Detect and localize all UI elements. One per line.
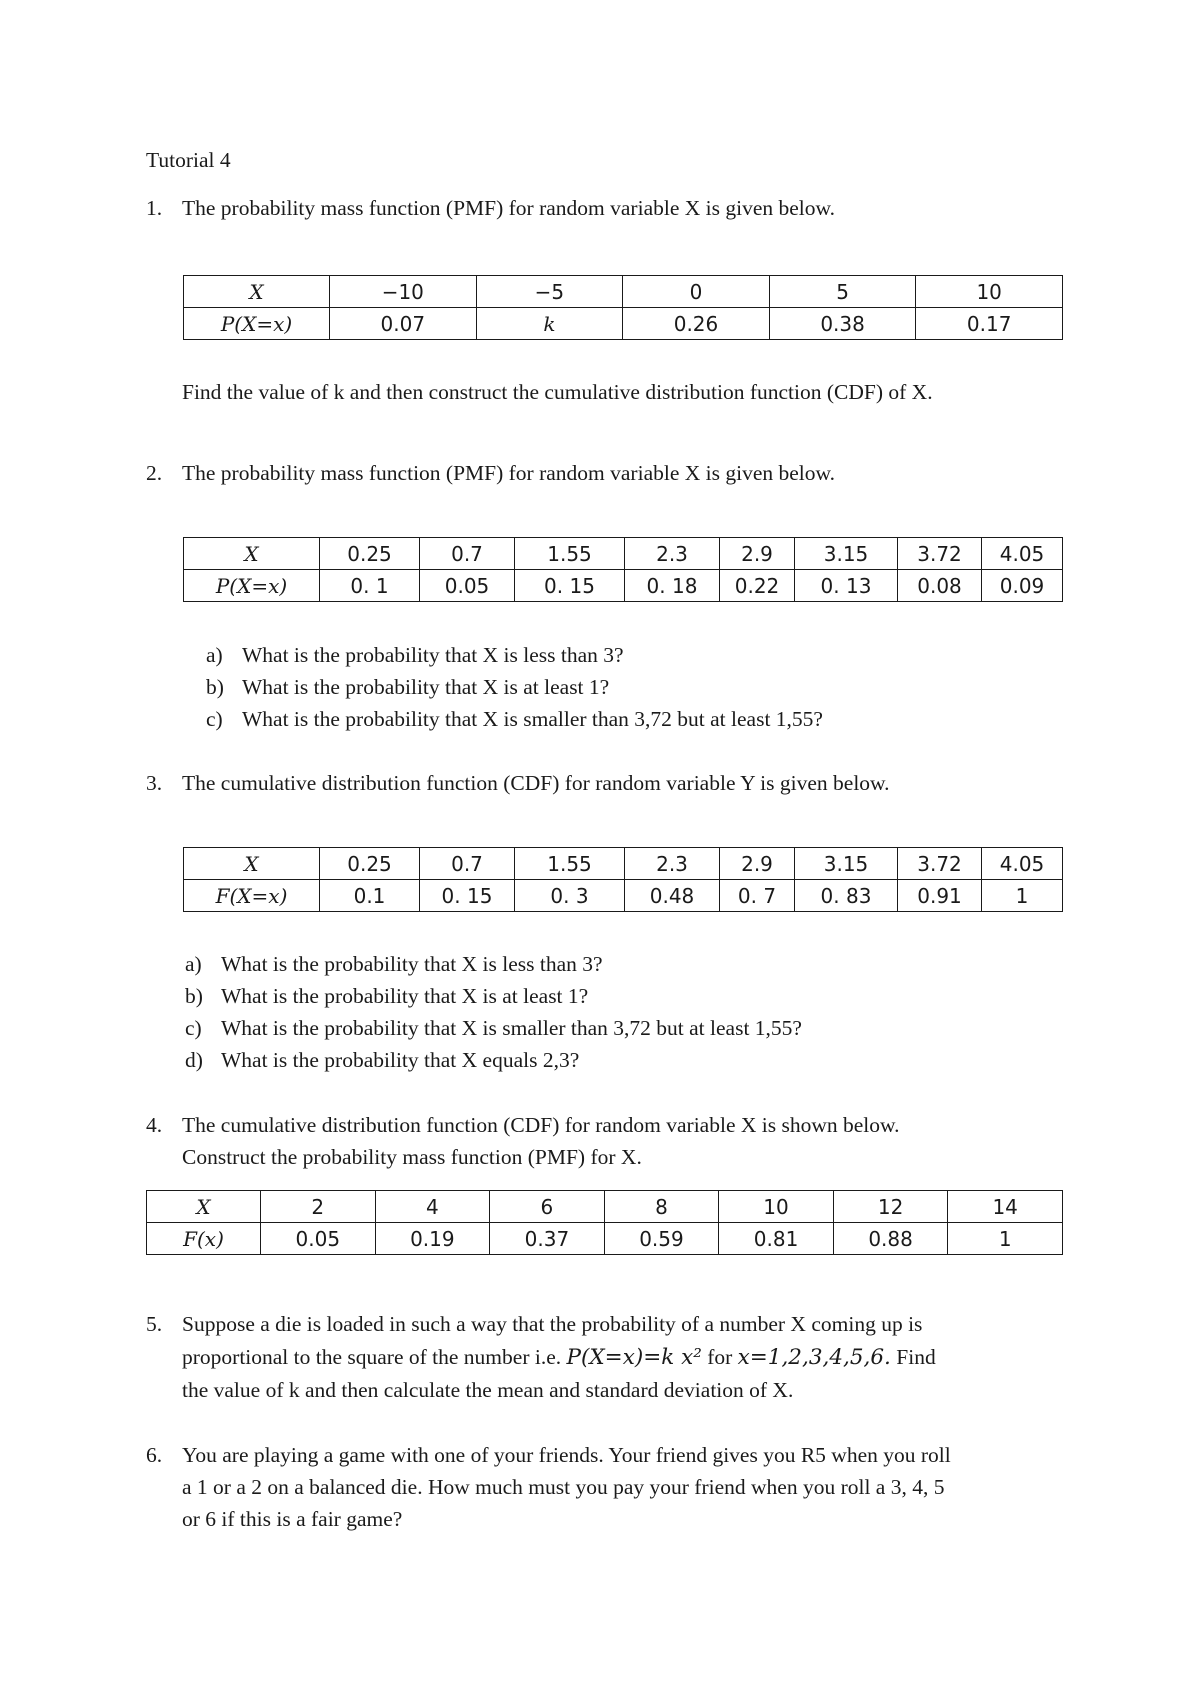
q3-f-cell: 0.48	[625, 880, 720, 912]
q6-line1: You are playing a game with one of your friends. Your friend gives you R5 when you roll	[182, 1443, 951, 1467]
q1-text: The probability mass function (PMF) for random variable X is given below.	[182, 196, 836, 220]
q3-part-d-text: What is the probability that X equals 2,3?	[221, 1048, 580, 1072]
q4-x-cell: 6	[490, 1191, 605, 1223]
q1-number: 1.	[146, 196, 163, 220]
q4-f-cell: 0.81	[719, 1223, 834, 1255]
q3-x-cell: 2.3	[625, 848, 720, 880]
q4-f-cell: 0.19	[375, 1223, 490, 1255]
q1-x-row	[184, 276, 1063, 308]
q2-x-row	[184, 538, 1063, 570]
q2-x-cell: 4.05	[982, 538, 1063, 570]
q3-x-row	[184, 848, 1063, 880]
q2-part-c-text: What is the probability that X is smaller than 3,72 but at least 1,55?	[242, 707, 823, 731]
q1-x-cell: 10	[916, 276, 1063, 308]
q4-f-row	[147, 1223, 1063, 1255]
q1-p-cell: 0.07	[330, 308, 477, 340]
q2-x-cell: 1.55	[515, 538, 625, 570]
q2-p-cell: 0. 15	[515, 570, 625, 602]
q1-pmf-table	[183, 275, 1063, 340]
q2-part-b-label: b)	[206, 675, 224, 699]
q2-p-cell: 0. 18	[625, 570, 720, 602]
q4-f-label: F(x)	[147, 1223, 261, 1255]
q1-x-cell: −10	[330, 276, 477, 308]
q2-x-cell: 3.15	[795, 538, 898, 570]
q2-p-cell: 0.22	[720, 570, 795, 602]
q3-f-row	[184, 880, 1063, 912]
q3-f-cell: 1	[982, 880, 1063, 912]
q4-x-cell: 12	[833, 1191, 948, 1223]
q1-p-label: P(X=x)	[184, 308, 330, 340]
q1-p-cell: 0.26	[623, 308, 770, 340]
q1-instruction: Find the value of k and then construct the cumulative distribution function (CDF) of X.	[182, 380, 933, 404]
q4-f-cell: 0.88	[833, 1223, 948, 1255]
q5-line2	[182, 1345, 936, 1370]
q3-x-label: X	[184, 848, 320, 880]
q5-number: 5.	[146, 1312, 163, 1336]
q3-number: 3.	[146, 771, 163, 795]
q5-line2-text: proportional to the square of the number i.e.	[182, 1345, 562, 1369]
q4-text-line1: The cumulative distribution function (CDF) for random variable X is shown below.	[182, 1113, 900, 1137]
q2-pmf-table	[183, 537, 1063, 602]
q3-text: The cumulative distribution function (CDF) for random variable Y is given below.	[182, 771, 890, 795]
q4-x-cell: 14	[948, 1191, 1063, 1223]
q3-x-cell: 3.15	[795, 848, 898, 880]
q4-x-cell: 10	[719, 1191, 834, 1223]
q3-cdf-table	[183, 847, 1063, 912]
q5-for-word: for	[707, 1345, 733, 1369]
q1-x-label: X	[184, 276, 330, 308]
q3-f-cell: 0. 7	[720, 880, 795, 912]
q4-number: 4.	[146, 1113, 163, 1137]
q3-f-cell: 0.91	[898, 880, 982, 912]
q2-text: The probability mass function (PMF) for random variable X is given below.	[182, 461, 836, 485]
q2-x-cell: 2.3	[625, 538, 720, 570]
q2-x-cell: 2.9	[720, 538, 795, 570]
q3-f-cell: 0. 83	[795, 880, 898, 912]
q1-x-cell: 0	[623, 276, 770, 308]
q4-x-label: X	[147, 1191, 261, 1223]
q2-p-cell: 0.08	[898, 570, 982, 602]
q4-f-cell: 1	[948, 1223, 1063, 1255]
q2-number: 2.	[146, 461, 163, 485]
q5-line1: Suppose a die is loaded in such a way that the probability of a number X coming up is	[182, 1312, 923, 1336]
page-title: Tutorial 4	[146, 148, 231, 172]
q2-part-c-label: c)	[206, 707, 223, 731]
q3-f-label: F(X=x)	[184, 880, 320, 912]
q3-x-cell: 3.72	[898, 848, 982, 880]
q2-p-cell: 0.05	[420, 570, 515, 602]
q4-x-cell: 2	[261, 1191, 376, 1223]
q2-p-cell: 0. 13	[795, 570, 898, 602]
q4-f-cell: 0.05	[261, 1223, 376, 1255]
q3-x-cell: 0.7	[420, 848, 515, 880]
q3-part-a-label: a)	[185, 952, 202, 976]
q5-pmf-formula: P(X=x)=k x²	[566, 1345, 702, 1370]
q3-x-cell: 0.25	[320, 848, 420, 880]
q3-part-d-label: d)	[185, 1048, 203, 1072]
q3-part-c-label: c)	[185, 1016, 202, 1040]
q1-x-cell: −5	[476, 276, 623, 308]
q4-x-cell: 4	[375, 1191, 490, 1223]
q2-x-cell: 0.7	[420, 538, 515, 570]
q1-p-row	[184, 308, 1063, 340]
q2-x-label: X	[184, 538, 320, 570]
q1-p-cell: k	[476, 308, 623, 340]
q6-line3: or 6 if this is a fair game?	[182, 1507, 403, 1531]
q1-x-cell: 5	[769, 276, 916, 308]
q3-x-cell: 2.9	[720, 848, 795, 880]
q2-p-row	[184, 570, 1063, 602]
q2-part-a-label: a)	[206, 643, 223, 667]
q2-p-label: P(X=x)	[184, 570, 320, 602]
q4-cdf-table	[146, 1190, 1063, 1255]
q5-domain: x=1,2,3,4,5,6.	[737, 1345, 891, 1370]
q3-f-cell: 0.1	[320, 880, 420, 912]
q5-line3: the value of k and then calculate the mean and standard deviation of X.	[182, 1378, 794, 1402]
q4-x-cell: 8	[604, 1191, 719, 1223]
q3-x-cell: 1.55	[515, 848, 625, 880]
q2-part-b-text: What is the probability that X is at least 1?	[242, 675, 610, 699]
q3-f-cell: 0. 3	[515, 880, 625, 912]
q4-f-cell: 0.37	[490, 1223, 605, 1255]
q1-p-cell: 0.38	[769, 308, 916, 340]
q4-text-line2: Construct the probability mass function (PMF) for X.	[182, 1145, 642, 1169]
q3-part-c-text: What is the probability that X is smaller than 3,72 but at least 1,55?	[221, 1016, 802, 1040]
q6-number: 6.	[146, 1443, 163, 1467]
q3-f-cell: 0. 15	[420, 880, 515, 912]
q4-x-row	[147, 1191, 1063, 1223]
q2-part-a-text: What is the probability that X is less than 3?	[242, 643, 624, 667]
q2-x-cell: 3.72	[898, 538, 982, 570]
q3-part-a-text: What is the probability that X is less than 3?	[221, 952, 603, 976]
q6-line2: a 1 or a 2 on a balanced die. How much must you pay your friend when you roll a 3, 4, 5	[182, 1475, 945, 1499]
q3-part-b-label: b)	[185, 984, 203, 1008]
q3-x-cell: 4.05	[982, 848, 1063, 880]
q2-p-cell: 0.09	[982, 570, 1063, 602]
q2-x-cell: 0.25	[320, 538, 420, 570]
q4-f-cell: 0.59	[604, 1223, 719, 1255]
q5-find-word: Find	[896, 1345, 936, 1369]
q3-part-b-text: What is the probability that X is at least 1?	[221, 984, 589, 1008]
q1-p-cell: 0.17	[916, 308, 1063, 340]
q2-p-cell: 0. 1	[320, 570, 420, 602]
